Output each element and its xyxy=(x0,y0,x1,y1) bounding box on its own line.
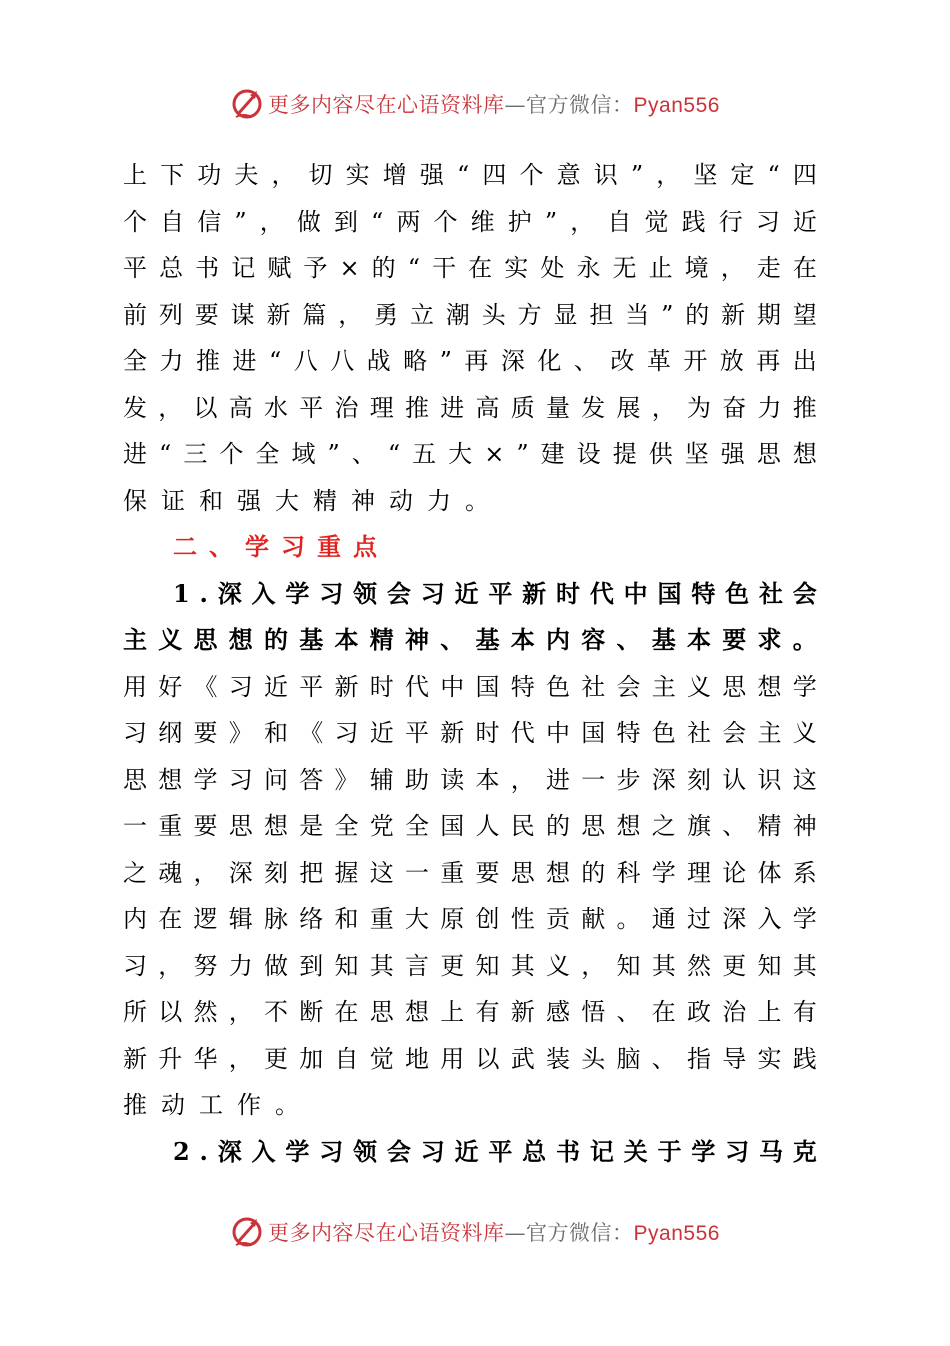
banner-red-text: 更多内容尽在心语资料库 xyxy=(268,93,505,117)
banner-red-text: 更多内容尽在心语资料库 xyxy=(268,1221,505,1245)
banner-wechat-id: Pyan556 xyxy=(633,1222,720,1245)
item-title-line: 1 . 深 入 学 习 领 会 习 近 平 新 时 代 中 国 特 色 社 会 xyxy=(173,578,817,608)
text-line: 一 重 要 思 想 是 全 党 全 国 人 民 的 思 想 之 旗 、 精 神 xyxy=(123,812,817,840)
text-line: 思 想 学 习 问 答 》 辅 助 读 本 ， 进 一 步 深 刻 认 识 这 xyxy=(123,765,817,794)
item-title-line: 主 义 思 想 的 基 本 精 神 、 基 本 内 容 、 基 本 要 求 。 xyxy=(123,625,817,654)
text-line: 发 ， 以 高 水 平 治 理 推 进 高 质 量 发 展 ， 为 奋 力 推 xyxy=(123,393,817,422)
banner-text xyxy=(268,1217,720,1247)
text-line: 前 列 要 谋 新 篇 ， 勇 立 潮 头 方 显 担 当 ” 的 新 期 望 xyxy=(123,300,817,329)
text-line: 保证和强大精神动力。 xyxy=(123,486,503,515)
text-line: 新 升 华 ， 更 加 自 觉 地 用 以 武 装 头 脑 、 指 导 实 践 xyxy=(123,1044,817,1073)
pen-circle-logo-icon xyxy=(230,1215,264,1249)
text-line: 进 “ 三 个 全 域 ” 、 “ 五 大 × ” 建 设 提 供 坚 强 思 想 xyxy=(123,440,817,468)
banner-text xyxy=(268,89,720,119)
text-line: 习 ， 努 力 做 到 知 其 言 更 知 其 义 ， 知 其 然 更 知 其 xyxy=(123,951,817,980)
banner-dark-text: —官方微信： xyxy=(504,1221,634,1245)
text-line: 推动工作。 xyxy=(123,1091,313,1119)
item-title-line: 2 . 深 入 学 习 领 会 习 近 平 总 书 记 关 于 学 习 马 克 xyxy=(173,1136,817,1166)
pen-circle-logo-icon xyxy=(230,87,264,121)
banner-dark-text: —官方微信： xyxy=(504,93,634,117)
banner-wechat-id: Pyan556 xyxy=(633,94,720,117)
text-line: 上 下 功 夫 ， 切 实 增 强 “ 四 个 意 识 ” ， 坚 定 “ 四 xyxy=(123,161,817,189)
header-banner xyxy=(0,84,950,124)
footer-banner xyxy=(0,1212,950,1252)
text-line: 个 自 信 ” ， 做 到 “ 两 个 维 护 ” ， 自 觉 践 行 习 近 xyxy=(123,207,817,236)
text-line: 所 以 然 ， 不 断 在 思 想 上 有 新 感 悟 、 在 政 治 上 有 xyxy=(123,998,817,1026)
text-line: 习 纲 要 》 和 《 习 近 平 新 时 代 中 国 特 色 社 会 主 义 xyxy=(123,719,817,747)
document-body xyxy=(123,152,817,1175)
text-line: 平 总 书 记 赋 予 × 的 “ 干 在 实 处 永 无 止 境 ， 走 在 xyxy=(123,254,817,282)
section-heading: 二、学习重点 xyxy=(173,532,389,561)
text-line: 全 力 推 进 “ 八 八 战 略 ” 再 深 化 、 改 革 开 放 再 出 xyxy=(123,347,817,375)
text-line: 之 魂 ， 深 刻 把 握 这 一 重 要 思 想 的 科 学 理 论 体 系 xyxy=(123,858,817,887)
text-line: 用 好 《 习 近 平 新 时 代 中 国 特 色 社 会 主 义 思 想 学 xyxy=(123,672,817,701)
text-line: 内 在 逻 辑 脉 络 和 重 大 原 创 性 贡 献 。 通 过 深 入 学 xyxy=(123,905,817,933)
